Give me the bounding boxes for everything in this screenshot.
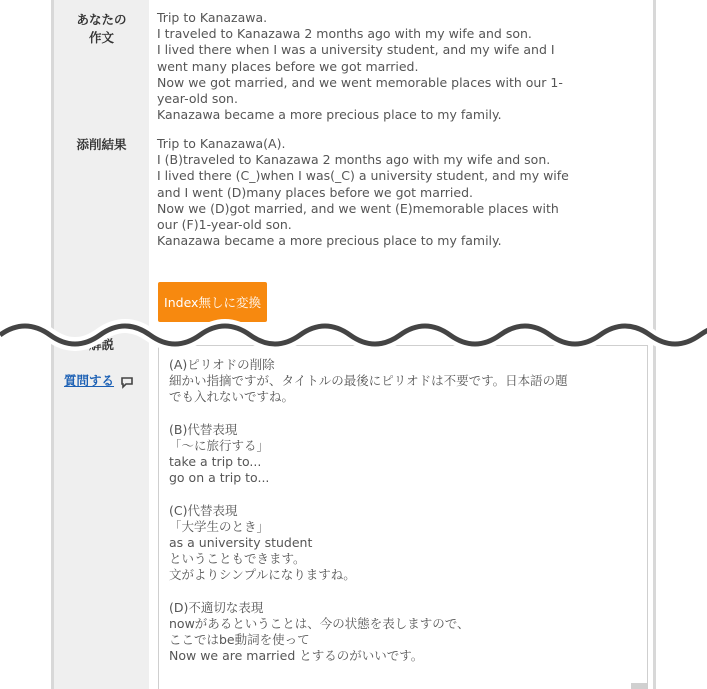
explanation-line: 「大学生のとき」 [169,518,270,534]
explanation-line: ということもできます。 [169,551,306,567]
explanation-line: nowがあるということは、今の状態を表しますので、 [169,616,470,631]
explanation-line [169,487,568,503]
explanation-text [169,357,568,665]
correction-line: and I went (D)many places before we got married. [157,184,473,200]
textarea-resize-handle[interactable] [631,683,647,689]
composition-label [54,11,149,47]
composition-label-line2: 作文 [88,30,114,45]
explanation-line: go on a trip to... [169,470,270,486]
composition-label-line1: あなたの [76,12,127,27]
explanation-line: (B)代替表現 [169,421,238,437]
composition-text [157,10,563,123]
correction-line: I lived there (C_)when I was(_C) a university student, and my wife [157,168,569,184]
correction-line: I (B)traveled to Kanazawa 2 months ago with my wife and son. [157,152,551,168]
explanation-label: 解説 [88,337,114,352]
correction-text [157,136,569,249]
explanation-line: (A)ピリオドの削除 [169,357,275,372]
composition-line: Kanazawa became a more precious place to my family. [157,107,502,123]
chat-bubble-icon [120,375,134,389]
explanation-line: 「〜に旅行する」 [169,437,270,453]
explanation-line: 文がよりシンプルになりますね。 [169,567,356,583]
composition-line: Trip to Kanazawa. [157,10,268,25]
explanation-textarea[interactable] [158,345,648,689]
explanation-line: Now we are married とするのがいいです。 [169,648,424,664]
explanation-line: (D)不適切な表現 [169,599,264,615]
explanation-line: 細かい指摘ですが、タイトルの最後にピリオドは不要です。日本語の題 [169,373,568,389]
explanation-line: ここではbe動詞を使って [169,632,310,648]
composition-line: I lived there when I was a university student, and my wife and I [157,42,555,58]
correction-label: 添削結果 [76,137,127,152]
composition-line: went many places before we got married. [157,58,419,74]
correction-line: Kanazawa became a more precious place to my family. [157,233,502,249]
explanation-line: でも入れないですね。 [169,389,295,405]
ask-question-label: 質問する [64,373,115,388]
ask-question-link[interactable] [64,371,134,389]
convert-without-index-button[interactable]: Index無しに変換 [158,282,267,322]
explanation-line [169,406,568,422]
explanation-line: (C)代替表現 [169,502,238,518]
correction-line: Now we (D)got married, and we went (E)memorable places with [157,200,559,216]
composition-line: year-old son. [157,90,238,106]
composition-line: I traveled to Kanazawa 2 months ago with my wife and son. [157,26,532,42]
correction-line: our (F)1-year-old son. [157,216,292,232]
correction-panel [51,0,656,689]
explanation-line: as a university student [169,535,313,551]
composition-line: Now we got married, and we went memorable places with our 1- [157,74,563,90]
explanation-line [169,584,568,600]
explanation-line: take a trip to... [169,454,262,470]
correction-line: Trip to Kanazawa(A). [157,136,286,151]
